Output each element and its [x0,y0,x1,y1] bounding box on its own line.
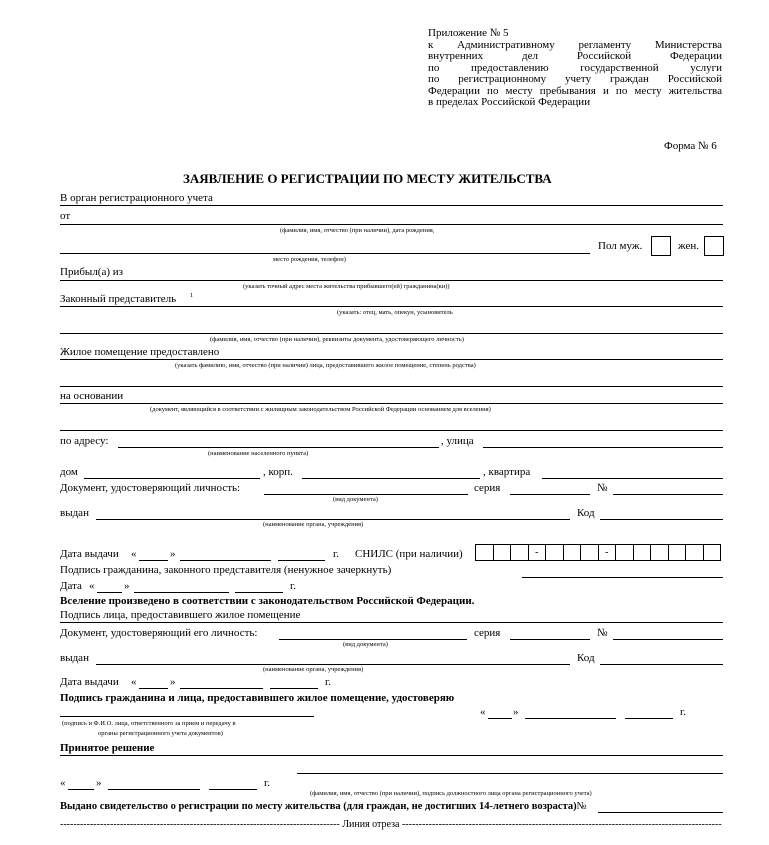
official-line[interactable] [297,773,723,774]
apartment-line[interactable] [542,478,723,479]
field-line[interactable] [60,333,723,334]
housing-label: Жилое помещение предоставлено [60,346,220,358]
sign-certify-statement: Подпись гражданина и лица, предоставившего жилое помещение, удостоверяю [60,692,455,704]
snils-cell[interactable] [650,544,669,561]
code-line[interactable] [600,519,723,520]
snils-cell[interactable] [510,544,529,561]
date-label: Дата [60,580,82,592]
cut-line: ------------------------------------------------------------------------------------ Линия отреза ------------------------------------------------------------------------------------------------ [60,819,722,830]
snils-cell[interactable] [580,544,599,561]
snils-cell[interactable] [563,544,582,561]
quote-close: » [513,706,519,718]
signature-provider-label: Подпись лица, предоставившего жилое помещение [60,609,301,621]
appendix-line: внутренних дел Российской Федерации [428,50,722,62]
snils-separator: - [528,544,547,561]
number-label: № [597,627,608,639]
hint-officer: (подпись и Ф.И.О. лица, ответственного за прием и передачу в [62,720,236,727]
signature-line[interactable] [522,577,723,578]
snils-cell[interactable] [633,544,652,561]
at-address-label: по адресу: [60,435,109,447]
house-label: дом [60,466,78,478]
field-line[interactable] [60,403,723,404]
year-line[interactable] [278,560,325,561]
field-line[interactable] [60,253,590,254]
issued-line[interactable] [96,519,570,520]
code-label: Код [577,652,595,664]
signature-line[interactable] [60,622,723,623]
year-line[interactable] [209,789,257,790]
quote-open: « [60,777,66,789]
snils-cell[interactable] [475,544,494,561]
month-line[interactable] [108,789,200,790]
appendix-line: в пределах Российской Федерации [428,96,591,108]
year-label: г. [264,777,271,789]
form-number: Форма № 6 [664,140,717,152]
field-line[interactable] [60,280,723,281]
id-doc-his-label: Документ, удостоверяющий его личность: [60,627,258,639]
house-line[interactable] [84,478,260,479]
snils-cell[interactable] [703,544,722,561]
quote-close: » [170,676,176,688]
hint-birthplace: место рождения, телефон) [273,256,346,263]
quote-open: « [131,676,137,688]
quote-open: « [89,580,95,592]
moved-in-statement: Вселение произведено в соответствии с законодательством Российской Федерации. [60,595,475,607]
code-line[interactable] [600,664,723,665]
series-line[interactable] [510,494,590,495]
hint-fio: (фамилия, имя, отчество (при наличии), дата рождения, [280,227,435,234]
year-line[interactable] [270,688,318,689]
year-label: г. [333,548,340,560]
hint-prev-address: (указать точный адрес места жительства прибывшего(ей) гражданина(ки)) [243,283,450,290]
hint-rep-doc: (фамилия, имя, отчество (при наличии), реквизиты документа, удостоверяющего личность) [210,336,464,343]
snils-separator: - [598,544,617,561]
hint-official: (фамилия, имя, отчество (при наличии), подпись должностного лица органа регистрационного учета) [310,790,592,797]
male-checkbox[interactable] [651,236,671,256]
quote-close: » [124,580,130,592]
to-authority-label: В орган регистрационного учета [60,192,213,204]
series-label: серия [474,482,501,494]
appendix-line: Федерации по месту пребывания и по месту жительства [428,84,722,97]
snils-cell[interactable] [493,544,512,561]
month-line[interactable] [180,560,271,561]
basis-label: на основании [60,390,124,402]
year-line[interactable] [625,718,673,719]
day-line[interactable] [97,592,122,593]
number-line[interactable] [613,639,723,640]
decision-label: Принятое решение [60,742,155,754]
hint-locality: (наименование населенного пункта) [208,450,309,457]
signature-citizen-label: Подпись гражданина, законного представителя (ненужное зачеркнуть) [60,564,392,576]
year-label: г. [325,676,332,688]
series-label: серия [474,627,501,639]
building-line[interactable] [302,478,480,479]
snils-boxes[interactable] [476,544,721,561]
apartment-label: , квартира [483,466,531,478]
legal-rep-label: Законный представитель [60,293,177,305]
field-line[interactable] [60,430,723,431]
quote-open: « [131,548,137,560]
street-line[interactable] [483,447,723,448]
hint-org: (наименование органа, учреждения) [263,666,364,673]
day-line[interactable] [139,688,168,689]
hint-org: (наименование органа, учреждения) [263,521,364,528]
appendix-line: Приложение № 5 [428,27,509,39]
hint-basis: (документ, являющийся в соответствии с жилищным законодательством Российской Федерации основанием для вселения) [150,406,491,413]
certificate-text: Выдано свидетельство о регистрации по месту жительства (для граждан, не достигших 14-летнего возраста) [60,801,577,812]
street-label: , улица [441,435,474,447]
certificate-statement [60,801,587,813]
month-line[interactable] [134,592,229,593]
officer-signature-line[interactable] [60,716,314,717]
year-line[interactable] [235,592,283,593]
field-line[interactable] [60,359,723,360]
snils-label: СНИЛС (при наличии) [355,548,463,560]
female-checkbox[interactable] [704,236,724,256]
sex-label: Пол муж. [598,240,643,252]
doc-type-line[interactable] [279,639,467,640]
snils-cell[interactable] [545,544,564,561]
female-label: жен. [678,240,699,252]
number-label: № [597,482,608,494]
certificate-number-line[interactable] [598,812,723,813]
field-line[interactable] [60,224,723,225]
snils-cell[interactable] [685,544,704,561]
locality-line[interactable] [118,447,439,448]
hint-housing: (указать фамилию, имя, отчество (при наличии) лица, предоставившего жилое помещение, степень родства) [175,362,476,369]
footnote-mark: 1 [190,292,194,299]
appendix-line: по регистрационному учету граждан Российской [428,73,722,85]
issue-date-label: Дата выдачи [60,548,119,560]
quote-open: « [480,706,486,718]
snils-cell[interactable] [668,544,687,561]
year-label: г. [290,580,297,592]
issued-label: выдан [60,507,89,519]
code-label: Код [577,507,595,519]
appendix-line: к Административному регламенту Министерства [428,38,722,51]
field-line[interactable] [60,205,723,206]
issue-date-label: Дата выдачи [60,676,119,688]
hint-officer: органы регистрационного учета документов) [98,730,223,737]
field-line[interactable] [60,306,723,307]
month-line[interactable] [525,718,616,719]
snils-cell[interactable] [615,544,634,561]
hint-rep: (указать: отец, мать, опекун, усыновитель [337,309,453,316]
issued-label: выдан [60,652,89,664]
id-doc-label: Документ, удостоверяющий личность: [60,482,241,494]
series-line[interactable] [510,639,590,640]
field-line[interactable] [60,386,723,387]
day-line[interactable] [68,789,94,790]
doc-type-line[interactable] [264,494,468,495]
arrived-from-label: Прибыл(а) из [60,266,123,278]
building-label: , корп. [263,466,293,478]
quote-close: » [96,777,102,789]
hint-doc-type: (вид документа) [343,641,388,648]
quote-close: » [170,548,176,560]
issued-line[interactable] [96,664,570,665]
year-label: г. [680,706,687,718]
certificate-number-sign: № [576,801,587,812]
day-line[interactable] [488,718,512,719]
from-label: от [60,210,71,222]
number-line[interactable] [613,494,723,495]
appendix-block [428,28,722,109]
page-title: ЗАЯВЛЕНИЕ О РЕГИСТРАЦИИ ПО МЕСТУ ЖИТЕЛЬСТВА [183,171,552,186]
month-line[interactable] [180,688,263,689]
day-line[interactable] [139,560,168,561]
decision-line[interactable] [60,755,723,756]
appendix-line: по предоставлению государственной услуги [428,61,722,74]
hint-doc-type: (вид документа) [333,496,378,503]
